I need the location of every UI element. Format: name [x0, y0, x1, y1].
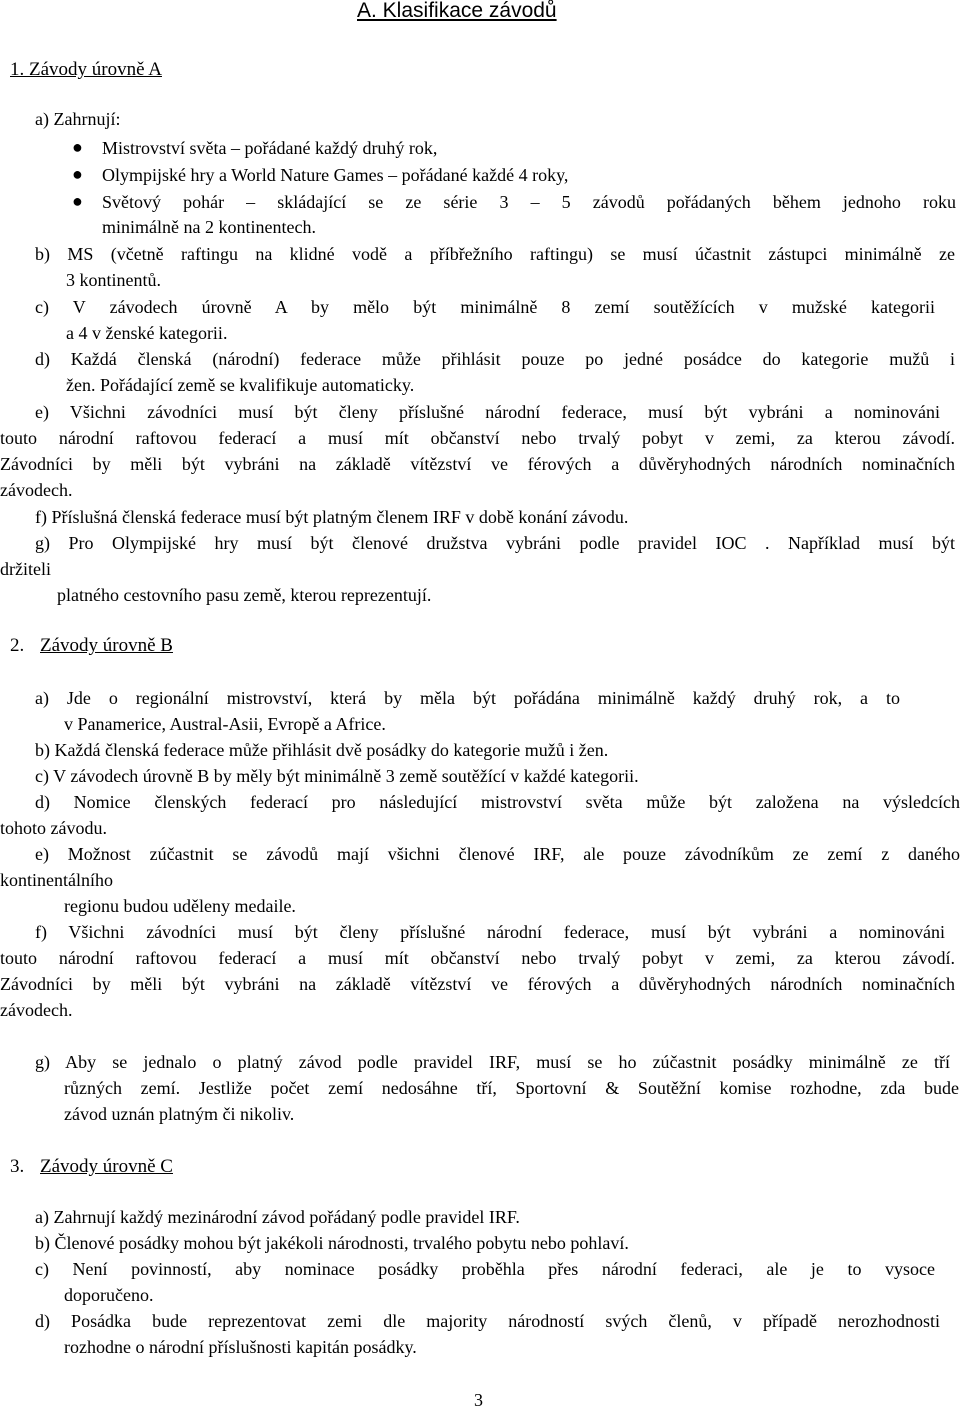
paragraph-1g-cont: platného cestovního pasu země, kterou reprezentují.	[57, 585, 432, 605]
paragraph-2c: c) V závodech úrovně B by měly být minimálně 3 země soutěžící v každé kategorii.	[35, 766, 639, 786]
paragraph-1c-cont: a 4 v ženské kategorii.	[66, 323, 228, 343]
bullet-icon: ●	[72, 191, 83, 211]
paragraph-2g-cont: závod uznán platným či nikoliv.	[64, 1104, 295, 1124]
paragraph-2d: d) Nomice členských federací pro následující mistrovství světa může být založena na výsledcích	[35, 792, 960, 812]
section-2-heading: Závody úrovně B	[40, 635, 173, 656]
paragraph-3a: a) Zahrnují každý mezinárodní závod pořádaný podle pravidel IRF.	[35, 1207, 520, 1227]
paragraph-2d-cont: tohoto závodu.	[0, 818, 107, 838]
paragraph-2g-cont: různých zemí. Jestliže počet zemí nedosáhne tří, Sportovní & Soutěžní komise rozhodne, zda bude	[64, 1078, 959, 1098]
paragraph-3d-cont: rozhodne o národní příslušnosti kapitán posádky.	[64, 1337, 417, 1357]
paragraph-2a: a) Jde o regionální mistrovství, která by měla být pořádána minimálně každý druhý rok, a to	[35, 688, 900, 708]
section-3-number: 3.	[10, 1156, 25, 1177]
page-title: A. Klasifikace závodů	[357, 0, 557, 22]
paragraph-2a-cont: v Panamerice, Austral-Asii, Evropě a Africe.	[64, 714, 386, 734]
section-1-a-label: a) Zahrnují:	[35, 109, 121, 129]
section-1-heading: 1. Závody úrovně A	[10, 59, 162, 80]
paragraph-1c: c) V závodech úrovně A by mělo být minimálně 8 zemí soutěžících v mužské kategorii	[35, 297, 935, 317]
paragraph-1e: e) Všichni závodníci musí být členy příslušné národní federace, musí být vybráni a nominováni	[35, 402, 940, 422]
paragraph-3d: d) Posádka bude reprezentovat zemi dle majority národností svých členů, v případě nerozhodnosti	[35, 1311, 940, 1331]
list-item: Olympijské hry a World Nature Games – pořádané každé 4 roky,	[102, 165, 569, 185]
bullet-icon: ●	[72, 137, 83, 157]
paragraph-1e-cont: závodech.	[0, 480, 73, 500]
paragraph-3c-cont: doporučeno.	[64, 1285, 154, 1305]
paragraph-1b: b) MS (včetně raftingu na klidné vodě a příbřežního raftingu) se musí účastnit zástupci minimálně ze	[35, 244, 955, 264]
paragraph-2e: e) Možnost zúčastnit se závodů mají všichni členové IRF, ale pouze závodníkům ze zemí z daného	[35, 844, 960, 864]
paragraph-2f: f) Všichni závodníci musí být členy příslušné národní federace, musí být vybráni a nominováni	[35, 922, 945, 942]
paragraph-1g: g) Pro Olympijské hry musí být členové družstva vybráni podle pravidel IOC . Například musí být	[35, 533, 955, 553]
paragraph-2e-cont: regionu budou uděleny medaile.	[64, 896, 296, 916]
paragraph-1g-cont: držiteli	[0, 559, 51, 579]
section-3-heading: Závody úrovně C	[40, 1156, 173, 1177]
paragraph-2b: b) Každá členská federace může přihlásit dvě posádky do kategorie mužů i žen.	[35, 740, 609, 760]
paragraph-2f-cont: Závodníci by měli být vybráni na základě vítězství ve férových a důvěryhodných národních nominačních	[0, 974, 955, 994]
paragraph-3c: c) Není povinností, aby nominace posádky proběhla přes národní federaci, ale je to vysoce	[35, 1259, 935, 1279]
list-item-continuation: minimálně na 2 kontinentech.	[102, 217, 316, 237]
page-number: 3	[474, 1390, 483, 1410]
paragraph-1e-cont: Závodníci by měli být vybráni na základě vítězství ve férových a důvěryhodných národních nominačních	[0, 454, 955, 474]
paragraph-2g: g) Aby se jednalo o platný závod podle pravidel IRF, musí se ho zúčastnit posádky minimálně ze tří	[35, 1052, 950, 1072]
paragraph-2f-cont: závodech.	[0, 1000, 73, 1020]
section-2-number: 2.	[10, 635, 25, 656]
bullet-icon: ●	[72, 164, 83, 184]
paragraph-1b-cont: 3 kontinentů.	[66, 270, 161, 290]
paragraph-3b: b) Členové posádky mohou být jakékoli národnosti, trvalého pobytu nebo pohlaví.	[35, 1233, 629, 1253]
paragraph-1d: d) Každá členská (národní) federace může přihlásit pouze po jedné posádce do kategorie mužů i	[35, 349, 955, 369]
paragraph-1e-cont: touto národní raftovou federací a musí mít občanství nebo trvalý pobyt v zemi, za kterou závodí.	[0, 428, 955, 448]
paragraph-1d-cont: žen. Pořádající země se kvalifikuje automaticky.	[66, 375, 415, 395]
paragraph-2e-cont: kontinentálního	[0, 870, 113, 890]
list-item: Světový pohár – skládající se ze série 3 – 5 závodů pořádaných během jednoho roku	[102, 192, 956, 212]
list-item: Mistrovství světa – pořádané každý druhý rok,	[102, 138, 438, 158]
paragraph-1f: f) Příslušná členská federace musí být platným členem IRF v době konání závodu.	[35, 507, 629, 527]
paragraph-2f-cont: touto národní raftovou federací a musí mít občanství nebo trvalý pobyt v zemi, za kterou závodí.	[0, 948, 955, 968]
